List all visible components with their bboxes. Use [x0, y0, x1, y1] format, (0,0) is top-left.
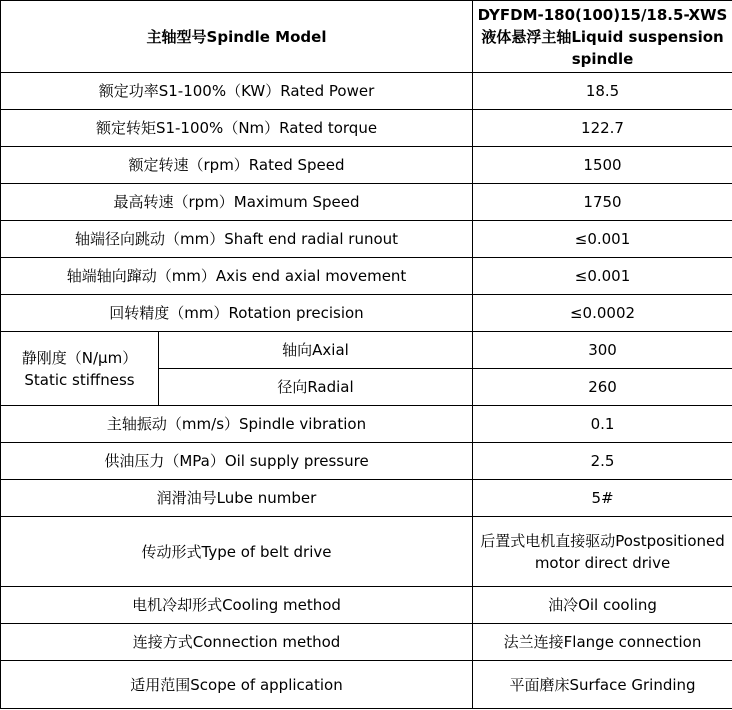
stiffness-radial-label: 径向Radial — [159, 369, 473, 406]
row-value: ≤0.001 — [473, 221, 732, 258]
row-label: 轴端轴向蹿动（mm）Axis end axial movement — [1, 258, 473, 295]
row-value: 油冷Oil cooling — [473, 587, 732, 624]
row-label: 最高转速（rpm）Maximum Speed — [1, 184, 473, 221]
row-value: 2.5 — [473, 443, 732, 480]
row-label: 润滑油号Lube number — [1, 480, 473, 517]
row-label: 电机冷却形式Cooling method — [1, 587, 473, 624]
table-row — [1, 221, 732, 258]
table-row — [1, 184, 732, 221]
row-label: 供油压力（MPa）Oil supply pressure — [1, 443, 473, 480]
table-row — [1, 258, 732, 295]
row-label: 额定转速（rpm）Rated Speed — [1, 147, 473, 184]
stiffness-row-axial — [1, 332, 732, 369]
row-value: 法兰连接Flange connection — [473, 624, 732, 661]
row-value: 1750 — [473, 184, 732, 221]
table-row — [1, 624, 732, 661]
table-row — [1, 587, 732, 624]
row-label: 主轴振动（mm/s）Spindle vibration — [1, 406, 473, 443]
table-row — [1, 406, 732, 443]
table-row — [1, 661, 732, 709]
table-row — [1, 480, 732, 517]
row-label: 轴端径向跳动（mm）Shaft end radial runout — [1, 221, 473, 258]
table-row — [1, 147, 732, 184]
header-left-cell: 主轴型号Spindle Model — [1, 1, 473, 73]
table-row — [1, 517, 732, 587]
stiffness-axial-label: 轴向Axial — [159, 332, 473, 369]
header-row — [1, 1, 732, 73]
row-label: 适用范围Scope of application — [1, 661, 473, 709]
row-label: 回转精度（mm）Rotation precision — [1, 295, 473, 332]
row-value: 平面磨床Surface Grinding — [473, 661, 732, 709]
row-label: 传动形式Type of belt drive — [1, 517, 473, 587]
row-value: 18.5 — [473, 73, 732, 110]
table-row — [1, 110, 732, 147]
table-row — [1, 295, 732, 332]
stiffness-axial-value: 300 — [473, 332, 732, 369]
table-row — [1, 443, 732, 480]
header-right-cell: DYFDM-180(100)15/18.5-XWS液体悬浮主轴Liquid suspension spindle — [473, 1, 732, 73]
row-label: 额定功率S1-100%（KW）Rated Power — [1, 73, 473, 110]
row-value: 122.7 — [473, 110, 732, 147]
row-value: 1500 — [473, 147, 732, 184]
row-value: ≤0.001 — [473, 258, 732, 295]
stiffness-radial-value: 260 — [473, 369, 732, 406]
row-value: 后置式电机直接驱动Postpositioned motor direct drive — [473, 517, 732, 587]
row-value: 5# — [473, 480, 732, 517]
table-row — [1, 73, 732, 110]
row-value: ≤0.0002 — [473, 295, 732, 332]
row-value: 0.1 — [473, 406, 732, 443]
stiffness-group-label: 静刚度（N/μm）Static stiffness — [1, 332, 159, 406]
row-label: 额定转矩S1-100%（Nm）Rated torque — [1, 110, 473, 147]
row-label: 连接方式Connection method — [1, 624, 473, 661]
